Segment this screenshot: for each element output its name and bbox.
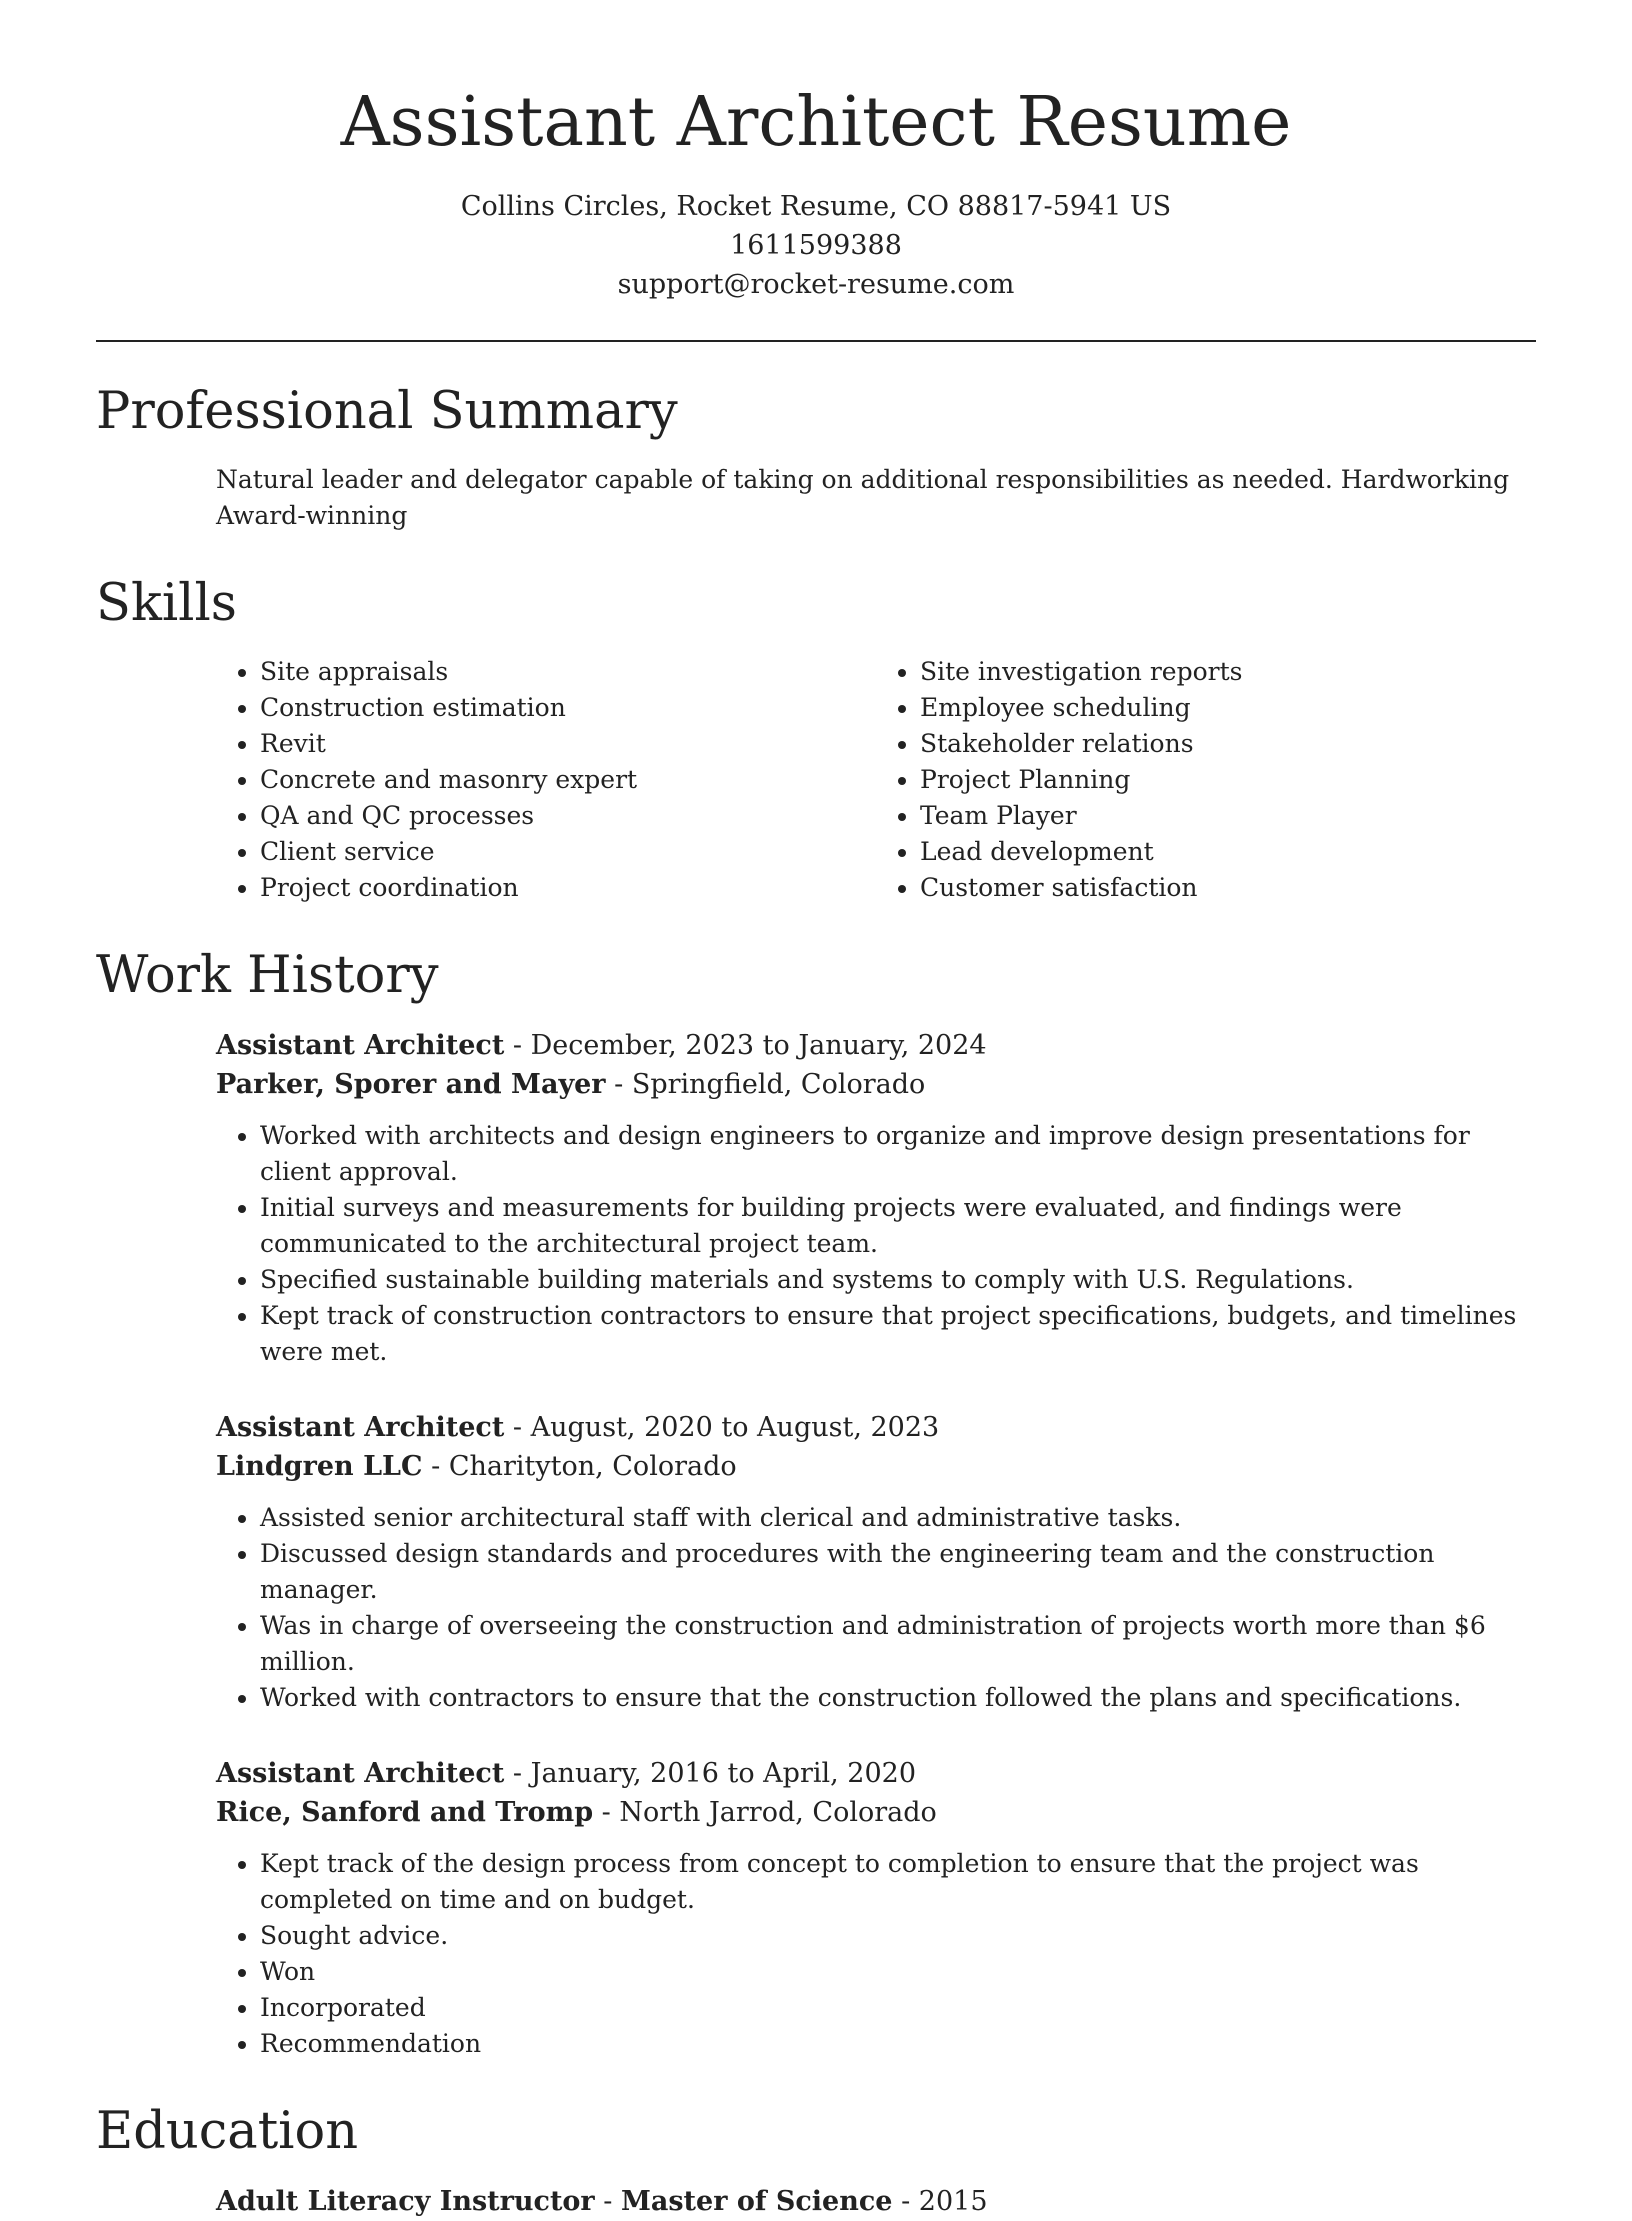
job-bullet: • Kept track of the design process from concept to completion to ensure that the project was completed on time and on budget. <box>260 1846 1536 1918</box>
job-dates: August, 2020 to August, 2023 <box>530 1412 940 1444</box>
job-title-line: Assistant Architect - January, 2016 to April, 2020 <box>216 1758 916 1790</box>
resume-title: Assistant Architect Resume <box>340 83 1292 162</box>
education-section <box>96 2104 1536 2221</box>
skill-item: • Concrete and masonry expert <box>260 762 876 798</box>
skills-columns <box>216 654 1536 906</box>
job-bullets <box>216 1846 1536 2062</box>
job-bullet: • Sought advice. <box>260 1918 1536 1954</box>
job-bullet: • Worked with architects and design engineers to organize and improve design presentations for client approval. <box>260 1118 1536 1190</box>
skill-item: • QA and QC processes <box>260 798 876 834</box>
job-bullet: • Assisted senior architectural staff with clerical and administrative tasks. <box>260 1500 1536 1536</box>
job-entry <box>216 1754 1536 2062</box>
education-heading: Education <box>96 2102 359 2162</box>
skill-item: • Project Planning <box>920 762 1536 798</box>
job-title: Assistant Architect <box>216 1758 505 1790</box>
job-bullet: • Worked with contractors to ensure that the construction followed the plans and specifications. <box>260 1680 1536 1716</box>
job-title: Assistant Architect <box>216 1412 505 1444</box>
skill-item: • Customer satisfaction <box>920 870 1536 906</box>
contact-email: support@rocket-resume.com <box>617 268 1015 300</box>
skill-item: • Revit <box>260 726 876 762</box>
education-year: 2015 <box>918 2186 988 2218</box>
contact-phone: 1611599388 <box>730 229 902 261</box>
skill-item: • Project coordination <box>260 870 876 906</box>
education-entry <box>216 2182 1536 2221</box>
job-entry <box>216 1026 1536 1370</box>
job-title: Assistant Architect <box>216 1030 505 1062</box>
skill-item: • Client service <box>260 834 876 870</box>
job-location: North Jarrod, Colorado <box>619 1797 937 1829</box>
header-divider <box>96 340 1536 342</box>
skills-section <box>96 573 1536 906</box>
work-history-section <box>96 945 1536 2062</box>
contact-address: Collins Circles, Rocket Resume, CO 88817-5941 US <box>460 190 1172 222</box>
job-company-line: Lindgren LLC - Charityton, Colorado <box>216 1451 737 1483</box>
job-bullet: • Specified sustainable building materials and systems to comply with U.S. Regulations. <box>260 1262 1536 1298</box>
education-degree: Master of Science <box>620 2186 893 2218</box>
job-bullets <box>216 1500 1536 1716</box>
summary-heading: Professional Summary <box>96 381 678 441</box>
skills-right-column <box>876 654 1536 906</box>
job-entry <box>216 1408 1536 1716</box>
skill-item: • Site investigation reports <box>920 654 1536 690</box>
job-bullet: • Won <box>260 1954 1536 1990</box>
job-company-line: Rice, Sanford and Tromp - North Jarrod, Colorado <box>216 1797 937 1829</box>
job-company: Lindgren LLC <box>216 1451 423 1483</box>
summary-text: Natural leader and delegator capable of taking on additional responsibilities as needed. Hardworking Award-winning <box>216 464 1510 530</box>
job-bullet: • Discussed design standards and procedures with the engineering team and the construction manager. <box>260 1536 1536 1608</box>
job-bullet: • Incorporated <box>260 1990 1536 2026</box>
skill-item: • Lead development <box>920 834 1536 870</box>
skill-item: • Site appraisals <box>260 654 876 690</box>
work-history-heading: Work History <box>96 945 439 1005</box>
resume-header <box>0 0 1632 304</box>
education-program: Adult Literacy Instructor <box>216 2186 595 2218</box>
skill-item: • Employee scheduling <box>920 690 1536 726</box>
summary-section <box>96 381 1536 534</box>
skill-item: • Construction estimation <box>260 690 876 726</box>
job-location: Springfield, Colorado <box>631 1069 926 1101</box>
job-dates: December, 2023 to January, 2024 <box>530 1030 987 1062</box>
job-bullets <box>216 1118 1536 1370</box>
skills-heading: Skills <box>96 573 237 633</box>
job-bullet: • Kept track of construction contractors to ensure that project specifications, budgets, and timelines were met. <box>260 1298 1536 1370</box>
skill-item: • Stakeholder relations <box>920 726 1536 762</box>
job-bullet: • Recommendation <box>260 2026 1536 2062</box>
job-bullet: • Initial surveys and measurements for building projects were evaluated, and findings were communicated to the architectural project team. <box>260 1190 1536 1262</box>
skill-item: • Team Player <box>920 798 1536 834</box>
job-company: Parker, Sporer and Mayer <box>216 1069 606 1101</box>
job-company: Rice, Sanford and Tromp <box>216 1797 594 1829</box>
job-title-line: Assistant Architect - August, 2020 to August, 2023 <box>216 1412 940 1444</box>
education-line: Adult Literacy Instructor - Master of Science - 2015 <box>216 2186 988 2218</box>
job-dates: January, 2016 to April, 2020 <box>530 1758 916 1790</box>
job-title-line: Assistant Architect - December, 2023 to January, 2024 <box>216 1030 987 1062</box>
job-bullet: • Was in charge of overseeing the construction and administration of projects worth more than $6 million. <box>260 1608 1536 1680</box>
skills-left-column <box>216 654 876 906</box>
job-company-line: Parker, Sporer and Mayer - Springfield, Colorado <box>216 1069 926 1101</box>
job-location: Charityton, Colorado <box>448 1451 737 1483</box>
